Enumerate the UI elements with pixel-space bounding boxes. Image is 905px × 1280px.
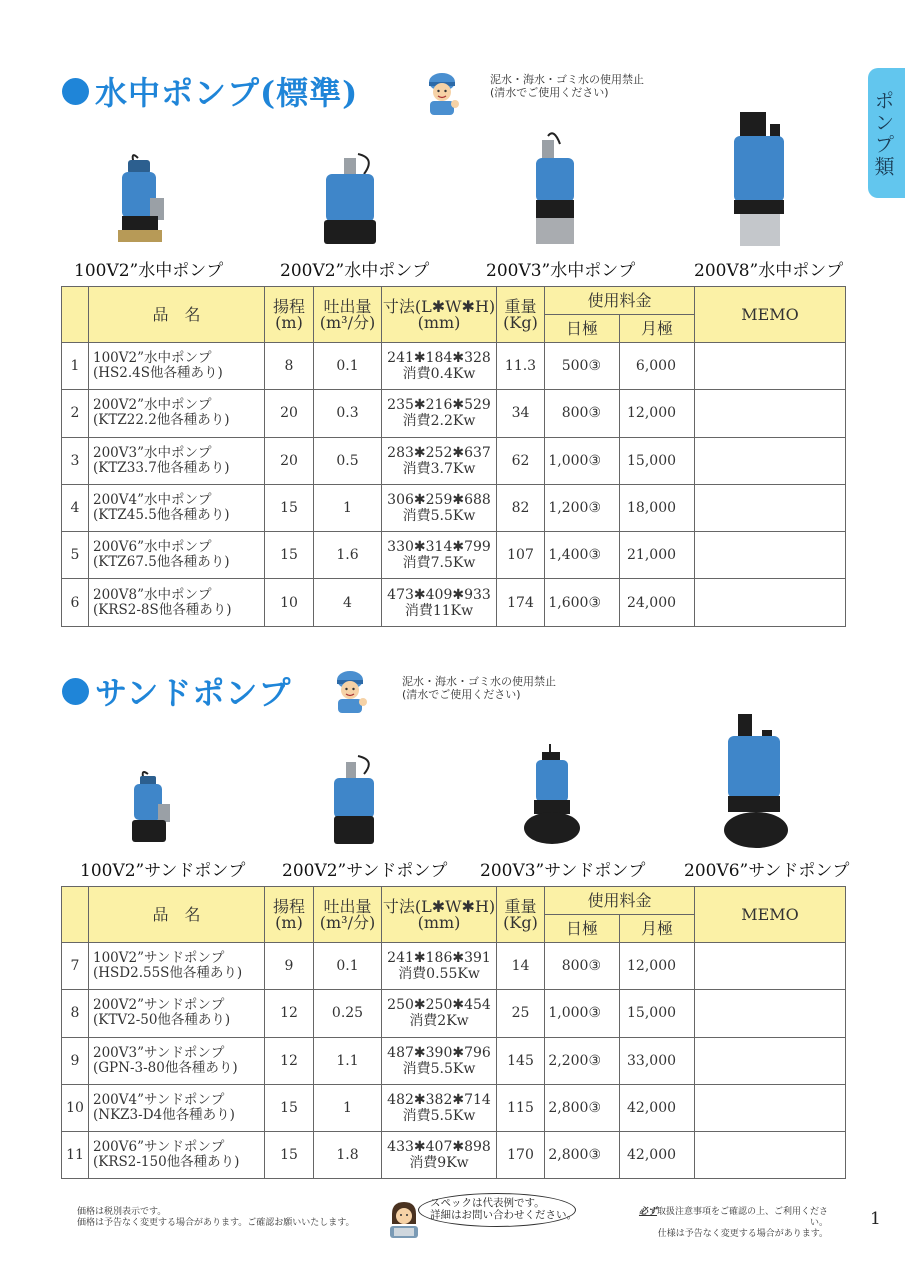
row-name-line1: 200V4”水中ポンプ xyxy=(93,492,212,509)
row-dim-line1: 487✱390✱796 xyxy=(387,1044,491,1061)
footer-price-note xyxy=(77,1207,355,1229)
header-head-unit: (m) xyxy=(275,912,303,932)
side-tab[interactable] xyxy=(868,68,905,198)
row-no: 1 xyxy=(62,343,89,390)
row-daily-fee: 500③ xyxy=(545,343,620,390)
row-daily-fee: 2,200③ xyxy=(545,1037,620,1084)
row-memo[interactable] xyxy=(695,1132,846,1179)
mascot-woman-icon xyxy=(384,1200,424,1240)
row-flow: 0.3 xyxy=(314,390,382,437)
row-daily-fee: 2,800③ xyxy=(545,1084,620,1131)
page-number: 1 xyxy=(870,1209,881,1229)
pump-image-200v2-sand xyxy=(330,752,380,848)
header-head-label: 揚程 xyxy=(272,896,305,916)
row-no: 3 xyxy=(62,437,89,484)
table-row xyxy=(62,1037,846,1084)
row-name-line1: 100V2”サンドポンプ xyxy=(93,950,225,967)
row-head: 12 xyxy=(265,1037,314,1084)
footer-caution-line1 xyxy=(622,1207,828,1229)
bullet-icon xyxy=(62,78,89,105)
product-label: 100V2”サンドポンプ xyxy=(80,861,246,881)
header-dimensions xyxy=(382,887,497,943)
row-dimensions xyxy=(382,1132,497,1179)
row-no: 6 xyxy=(62,579,89,626)
row-no: 2 xyxy=(62,390,89,437)
row-weight: 145 xyxy=(497,1037,545,1084)
row-dim-line1: 241✱186✱391 xyxy=(387,950,491,967)
section-title-sand xyxy=(62,668,291,714)
mascot-worker-icon xyxy=(330,668,370,714)
header-dim-unit: (mm) xyxy=(417,912,461,932)
row-memo[interactable] xyxy=(695,1084,846,1131)
footer-caution-emphasis: 必ず xyxy=(638,1207,657,1217)
row-no: 7 xyxy=(62,943,89,990)
product-label: 200V2”水中ポンプ xyxy=(280,261,430,281)
row-name-line1: 200V2”水中ポンプ xyxy=(93,397,212,414)
row-name-line1: 200V6”サンドポンプ xyxy=(93,1139,225,1156)
row-daily-fee: 800③ xyxy=(545,390,620,437)
row-monthly-fee: 15,000 xyxy=(620,990,695,1037)
header-memo: MEMO xyxy=(695,887,846,943)
row-weight: 115 xyxy=(497,1084,545,1131)
section-title-text: 水中ポンプ(標準) xyxy=(95,74,359,112)
row-dim-line1: 433✱407✱898 xyxy=(387,1139,491,1156)
row-head: 20 xyxy=(265,437,314,484)
row-no: 9 xyxy=(62,1037,89,1084)
row-weight: 62 xyxy=(497,437,545,484)
header-name: 品 名 xyxy=(89,287,265,343)
header-weight xyxy=(497,887,545,943)
header-weight xyxy=(497,287,545,343)
row-dim-line2: 消費3.7Kw xyxy=(402,460,476,477)
row-weight: 14 xyxy=(497,943,545,990)
speech-bubble-text xyxy=(430,1197,577,1221)
row-name-line2: (KRS2-150他各種あり) xyxy=(93,1154,240,1171)
row-name-line2: (KTV2-50他各種あり) xyxy=(93,1012,231,1029)
row-head: 15 xyxy=(265,1084,314,1131)
section-title-submersible xyxy=(62,68,358,114)
row-name xyxy=(89,390,265,437)
row-name xyxy=(89,437,265,484)
pump-image-200v8 xyxy=(730,110,792,248)
row-name xyxy=(89,343,265,390)
row-monthly-fee: 24,000 xyxy=(620,579,695,626)
header-head xyxy=(265,887,314,943)
row-daily-fee: 800③ xyxy=(545,943,620,990)
row-flow: 0.1 xyxy=(314,343,382,390)
table-row xyxy=(62,343,846,390)
table-row xyxy=(62,1132,846,1179)
row-name xyxy=(89,1037,265,1084)
row-memo[interactable] xyxy=(695,437,846,484)
row-head: 10 xyxy=(265,579,314,626)
row-monthly-fee: 21,000 xyxy=(620,532,695,579)
table-row xyxy=(62,437,846,484)
table-row xyxy=(62,532,846,579)
row-name-line2: (KTZ45.5他各種あり) xyxy=(93,507,230,524)
warning-note xyxy=(402,675,556,701)
pump-image-100v2 xyxy=(108,150,174,250)
row-dim-line1: 250✱250✱454 xyxy=(387,997,491,1014)
table-row xyxy=(62,1084,846,1131)
sand-pump-table xyxy=(61,886,846,1179)
row-dim-line1: 330✱314✱799 xyxy=(387,539,491,556)
product-label: 100V2”水中ポンプ xyxy=(74,261,224,281)
product-label: 200V3”水中ポンプ xyxy=(486,261,636,281)
row-name-line2: (GPN-3-80他各種あり) xyxy=(93,1059,238,1076)
header-dim-unit: (mm) xyxy=(417,312,461,332)
row-head: 8 xyxy=(265,343,314,390)
footer-note-line1: 価格は税別表示です。 xyxy=(77,1207,167,1217)
row-dimensions xyxy=(382,579,497,626)
header-monthly: 月極 xyxy=(620,315,695,343)
table-row xyxy=(62,390,846,437)
row-dim-line1: 235✱216✱529 xyxy=(387,397,491,414)
header-fee: 使用料金 xyxy=(545,287,695,315)
header-weight-label: 重量 xyxy=(504,896,537,916)
row-dim-line2: 消費2Kw xyxy=(409,1013,469,1030)
row-memo[interactable] xyxy=(695,943,846,990)
row-daily-fee: 2,800③ xyxy=(545,1132,620,1179)
row-name xyxy=(89,579,265,626)
row-no: 8 xyxy=(62,990,89,1037)
header-dimensions xyxy=(382,287,497,343)
row-head: 20 xyxy=(265,390,314,437)
row-daily-fee: 1,000③ xyxy=(545,990,620,1037)
row-dim-line1: 473✱409✱933 xyxy=(387,586,491,603)
row-memo[interactable] xyxy=(695,990,846,1037)
row-dimensions xyxy=(382,484,497,531)
product-label: 200V8”水中ポンプ xyxy=(694,261,844,281)
row-memo[interactable] xyxy=(695,343,846,390)
row-name-line1: 200V4”サンドポンプ xyxy=(93,1092,225,1109)
header-head-unit: (m) xyxy=(275,312,303,332)
side-tab-label: ポンプ類 xyxy=(871,90,895,178)
row-dimensions xyxy=(382,390,497,437)
row-dimensions xyxy=(382,943,497,990)
row-dim-line2: 消費9Kw xyxy=(409,1155,469,1172)
row-name xyxy=(89,943,265,990)
row-head: 15 xyxy=(265,1132,314,1179)
row-dim-line2: 消費2.2Kw xyxy=(402,413,476,430)
row-monthly-fee: 15,000 xyxy=(620,437,695,484)
row-head: 15 xyxy=(265,484,314,531)
header-weight-unit: (Kg) xyxy=(503,312,538,332)
header-no xyxy=(62,887,89,943)
row-flow: 4 xyxy=(314,579,382,626)
header-flow xyxy=(314,287,382,343)
row-flow: 1.8 xyxy=(314,1132,382,1179)
row-flow: 0.5 xyxy=(314,437,382,484)
row-dimensions xyxy=(382,343,497,390)
row-monthly-fee: 12,000 xyxy=(620,390,695,437)
bullet-icon xyxy=(62,678,89,705)
row-flow: 1.6 xyxy=(314,532,382,579)
row-flow: 1 xyxy=(314,484,382,531)
table-row xyxy=(62,990,846,1037)
row-dimensions xyxy=(382,532,497,579)
row-name-line2: (KTZ33.7他各種あり) xyxy=(93,459,230,476)
product-label: 200V2”サンドポンプ xyxy=(282,861,448,881)
row-name-line2: (KTZ67.5他各種あり) xyxy=(93,554,230,571)
warning-line2: (清水でご使用ください) xyxy=(402,688,521,701)
row-weight: 25 xyxy=(497,990,545,1037)
row-weight: 174 xyxy=(497,579,545,626)
row-head: 12 xyxy=(265,990,314,1037)
row-daily-fee: 1,000③ xyxy=(545,437,620,484)
row-weight: 82 xyxy=(497,484,545,531)
row-name-line2: (HS2.4S他各種あり) xyxy=(93,365,223,382)
row-dim-line1: 306✱259✱688 xyxy=(387,492,491,509)
pump-image-200v6-sand xyxy=(722,712,790,850)
row-flow: 1 xyxy=(314,1084,382,1131)
row-dim-line1: 241✱184✱328 xyxy=(387,350,491,367)
row-monthly-fee: 6,000 xyxy=(620,343,695,390)
footer-caution-text: 取扱注意事項をご確認の上、ご利用ください。 xyxy=(656,1207,828,1228)
row-no: 11 xyxy=(62,1132,89,1179)
row-dim-line2: 消費0.55Kw xyxy=(398,966,480,983)
header-daily: 日極 xyxy=(545,915,620,943)
row-name xyxy=(89,532,265,579)
header-name: 品 名 xyxy=(89,887,265,943)
row-name-line1: 200V6”水中ポンプ xyxy=(93,539,212,556)
row-name-line1: 200V8”水中ポンプ xyxy=(93,586,212,603)
footer-caution-line2: 仕様は予告なく変更する場合があります。 xyxy=(657,1229,828,1239)
bubble-line1: スペックは代表例です。 xyxy=(430,1197,545,1209)
row-dimensions xyxy=(382,1037,497,1084)
warning-line1: 泥水・海水・ゴミ水の使用禁止 xyxy=(402,675,556,688)
header-weight-label: 重量 xyxy=(504,296,537,316)
row-daily-fee: 1,200③ xyxy=(545,484,620,531)
row-no: 5 xyxy=(62,532,89,579)
row-weight: 107 xyxy=(497,532,545,579)
row-flow: 0.1 xyxy=(314,943,382,990)
header-memo: MEMO xyxy=(695,287,846,343)
bubble-line2: 詳細はお問い合わせください。 xyxy=(430,1209,577,1221)
submersible-pump-table xyxy=(61,286,846,627)
header-dim-label: 寸法(L✱W✱H) xyxy=(382,296,496,316)
row-name-line2: (HSD2.55S他各種あり) xyxy=(93,965,243,982)
row-head: 9 xyxy=(265,943,314,990)
row-dimensions xyxy=(382,990,497,1037)
pump-image-100v2-sand xyxy=(128,768,174,848)
row-monthly-fee: 42,000 xyxy=(620,1132,695,1179)
footer-note-line2: 価格は予告なく変更する場合があります。ご確認お願いいたします。 xyxy=(77,1218,355,1228)
row-dimensions xyxy=(382,437,497,484)
header-head-label: 揚程 xyxy=(272,296,305,316)
footer-caution-note xyxy=(622,1207,828,1240)
header-flow xyxy=(314,887,382,943)
row-monthly-fee: 33,000 xyxy=(620,1037,695,1084)
row-weight: 170 xyxy=(497,1132,545,1179)
row-name-line2: (NKZ3-D4他各種あり) xyxy=(93,1107,235,1124)
row-dim-line1: 482✱382✱714 xyxy=(387,1092,491,1109)
product-label: 200V6”サンドポンプ xyxy=(684,861,850,881)
row-memo[interactable] xyxy=(695,1037,846,1084)
table-row xyxy=(62,484,846,531)
row-memo[interactable] xyxy=(695,484,846,531)
header-weight-unit: (Kg) xyxy=(503,912,538,932)
section-title-text: サンドポンプ xyxy=(95,674,292,712)
header-flow-label: 吐出量 xyxy=(323,296,372,316)
pump-image-200v2 xyxy=(318,150,382,250)
row-name xyxy=(89,1132,265,1179)
warning-line2: (清水でご使用ください) xyxy=(490,86,609,99)
product-label: 200V3”サンドポンプ xyxy=(480,861,646,881)
row-flow: 0.25 xyxy=(314,990,382,1037)
row-weight: 11.3 xyxy=(497,343,545,390)
row-flow: 1.1 xyxy=(314,1037,382,1084)
row-dim-line2: 消費5.5Kw xyxy=(402,1108,476,1125)
row-dim-line2: 消費7.5Kw xyxy=(402,555,476,572)
row-monthly-fee: 18,000 xyxy=(620,484,695,531)
row-dimensions xyxy=(382,1084,497,1131)
table-row xyxy=(62,943,846,990)
row-name xyxy=(89,484,265,531)
row-weight: 34 xyxy=(497,390,545,437)
pump-image-200v3-sand xyxy=(522,742,584,850)
row-name-line1: 200V3”サンドポンプ xyxy=(93,1044,225,1061)
header-flow-label: 吐出量 xyxy=(323,896,372,916)
warning-note xyxy=(490,73,644,99)
pump-image-200v3 xyxy=(530,130,580,250)
row-name xyxy=(89,1084,265,1131)
row-memo[interactable] xyxy=(695,579,846,626)
header-flow-unit: (m³/分) xyxy=(319,312,376,332)
row-name-line1: 100V2”水中ポンプ xyxy=(93,350,212,367)
row-monthly-fee: 12,000 xyxy=(620,943,695,990)
row-name-line1: 200V2”サンドポンプ xyxy=(93,997,225,1014)
row-no: 10 xyxy=(62,1084,89,1131)
row-dim-line2: 消費0.4Kw xyxy=(402,366,476,383)
header-head xyxy=(265,287,314,343)
row-memo[interactable] xyxy=(695,532,846,579)
row-dim-line2: 消費11Kw xyxy=(404,602,474,619)
row-daily-fee: 1,600③ xyxy=(545,579,620,626)
header-no xyxy=(62,287,89,343)
row-head: 15 xyxy=(265,532,314,579)
row-daily-fee: 1,400③ xyxy=(545,532,620,579)
row-memo[interactable] xyxy=(695,390,846,437)
table-row xyxy=(62,579,846,626)
header-daily: 日極 xyxy=(545,315,620,343)
mascot-worker-icon xyxy=(422,70,462,116)
row-name xyxy=(89,990,265,1037)
header-flow-unit: (m³/分) xyxy=(319,912,376,932)
row-dim-line2: 消費5.5Kw xyxy=(402,508,476,525)
row-dim-line1: 283✱252✱637 xyxy=(387,444,491,461)
warning-line1: 泥水・海水・ゴミ水の使用禁止 xyxy=(490,73,644,86)
header-fee: 使用料金 xyxy=(545,887,695,915)
row-monthly-fee: 42,000 xyxy=(620,1084,695,1131)
row-no: 4 xyxy=(62,484,89,531)
row-name-line2: (KRS2-8S他各種あり) xyxy=(93,601,232,618)
row-dim-line2: 消費5.5Kw xyxy=(402,1060,476,1077)
header-dim-label: 寸法(L✱W✱H) xyxy=(382,896,496,916)
row-name-line2: (KTZ22.2他各種あり) xyxy=(93,412,230,429)
row-name-line1: 200V3”水中ポンプ xyxy=(93,444,212,461)
header-monthly: 月極 xyxy=(620,915,695,943)
